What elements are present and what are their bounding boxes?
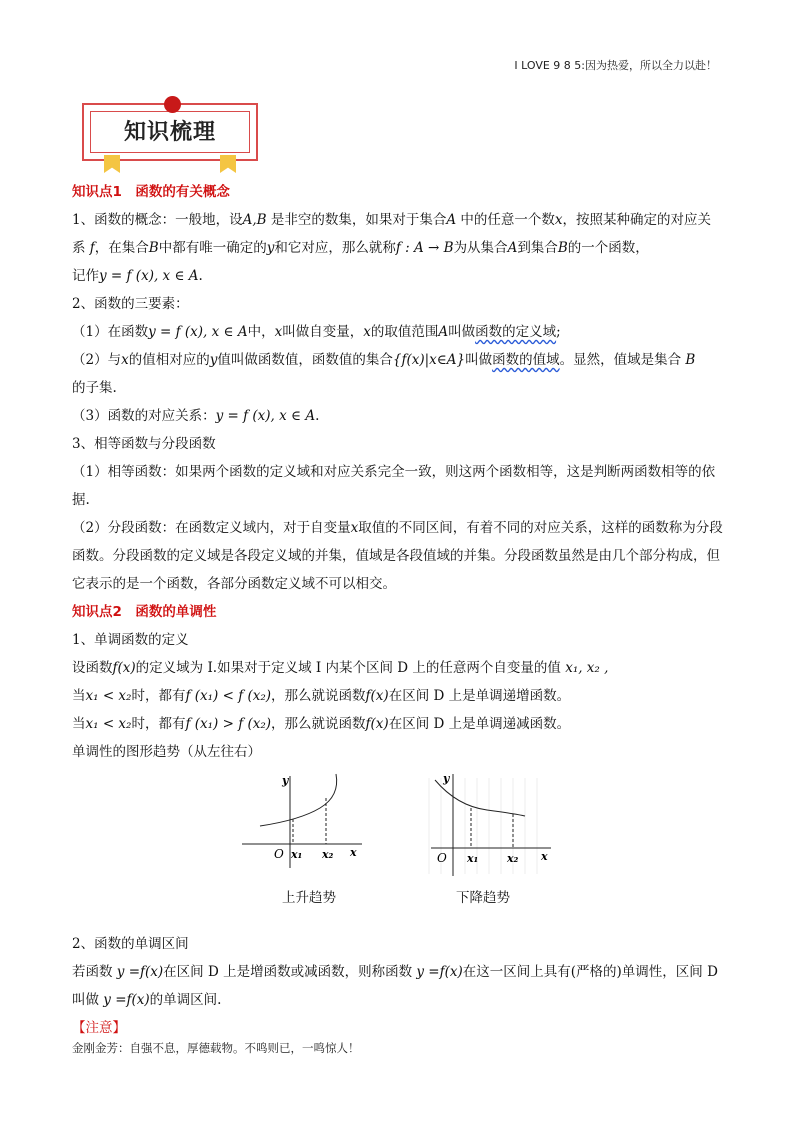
text: （1）在函数 bbox=[72, 324, 149, 340]
caption-decreasing: 下降趋势 bbox=[456, 890, 510, 906]
section-banner bbox=[82, 103, 258, 161]
text: （2）分段函数：在函数定义域内，对于自变量 bbox=[72, 520, 351, 536]
function-definition: 1、函数的概念：一般地，设A,B 是非空的数集，如果对于集合A 中的任意一个数x，按照某种确定的对应关系 f，在集合B中都有唯一确定的y和它对应，那么就称f : A → B为从集合A到集合B的一个函数， 记作y = f (x), x ∈ A. bbox=[72, 212, 712, 284]
math: y bbox=[266, 240, 275, 256]
text: 的取值范围 bbox=[370, 324, 439, 340]
text: 中的任意一个数 bbox=[460, 212, 555, 228]
trend-title: 单调性的图形趋势（从左往右） bbox=[72, 744, 261, 760]
ribbon-right-icon bbox=[220, 155, 236, 173]
math: B bbox=[685, 352, 696, 368]
math: f(x) bbox=[365, 688, 389, 704]
text: 的子集. bbox=[72, 380, 117, 396]
text: 是非空的数集，如果对于集合 bbox=[270, 212, 447, 228]
text: 时，都有 bbox=[131, 688, 186, 704]
y-label: y bbox=[443, 772, 450, 785]
text: 1、函数的概念：一般地，设 bbox=[72, 212, 243, 228]
increasing-curve bbox=[260, 774, 337, 826]
text: 设函数 bbox=[72, 660, 113, 676]
text: 当 bbox=[72, 688, 86, 704]
element-1: （1）在函数y = f (x), x ∈ A中，x叫做自变量，x的取值范围A叫做函数的定义域; bbox=[72, 324, 561, 340]
range-term: 函数的值域 bbox=[492, 352, 560, 368]
math: x bbox=[274, 324, 283, 340]
text: 的一个函数， bbox=[567, 240, 649, 256]
math: x bbox=[363, 324, 371, 340]
text: ，按照某种确定的对应关系 bbox=[72, 212, 712, 256]
equal-function-text: （1）相等函数：如果两个函数的定义域和对应关系完全一致，则这两个函数相等，这是判断两函数相等的依据. bbox=[72, 464, 716, 508]
note-label: 【注意】 bbox=[72, 1020, 126, 1036]
text: 和它对应，那么就称 bbox=[274, 240, 396, 256]
math: x₁, x₂ , bbox=[565, 660, 609, 676]
equal-piecewise-title: 3、相等函数与分段函数 bbox=[72, 436, 216, 452]
y-label: y bbox=[282, 774, 289, 787]
text: ，那么就说函数 bbox=[271, 716, 366, 732]
monotonic-interval-text bbox=[72, 958, 724, 1014]
domain-term: 函数的定义域 bbox=[475, 324, 557, 340]
text: 取值的不同区间，有着不同的对应关系，这样的函数称为分段函数。分段函数的定义域是各段定义域的并集，值域是各段值域的并集。分段函数虽然是由几个部分构成，但它表示的是一个函数，各部分函数定义域不可以相交。 bbox=[72, 520, 723, 592]
text: 时，都有 bbox=[131, 716, 186, 732]
math: A bbox=[446, 212, 457, 228]
element-2 bbox=[72, 346, 724, 402]
text: 为从集合 bbox=[453, 240, 508, 256]
origin-label: O bbox=[274, 847, 284, 861]
x-label: x bbox=[541, 850, 548, 863]
math: x bbox=[121, 352, 129, 368]
decreasing-condition bbox=[72, 710, 724, 738]
x1-label: x₁ bbox=[291, 848, 303, 861]
text: 值叫做函数值，函数值的集合 bbox=[217, 352, 393, 368]
text: （3）函数的对应关系： bbox=[72, 408, 216, 424]
text: 。显然，值域是集合 bbox=[559, 352, 682, 368]
math: y = f (x), x ∈ A bbox=[148, 324, 248, 340]
math: f(x) bbox=[112, 660, 136, 676]
math: f(x) bbox=[365, 716, 389, 732]
origin-label: O bbox=[437, 851, 447, 865]
x2-label: x₂ bbox=[507, 852, 519, 865]
math: A bbox=[507, 240, 518, 256]
math: x₁ < x₂ bbox=[85, 688, 132, 704]
element-3: （3）函数的对应关系：y = f (x), x ∈ A. bbox=[72, 408, 320, 424]
section-1-title: 知识点1 函数的有关概念 bbox=[72, 184, 230, 200]
text: 叫做 bbox=[465, 352, 493, 368]
text: 的值相对应的 bbox=[128, 352, 210, 368]
footer-motto: 金刚金芳：自强不息，厚德载物。不鸣则已，一鸣惊人！ bbox=[72, 1041, 360, 1055]
math: f bbox=[89, 240, 95, 256]
math: y = f (x), x ∈ A bbox=[99, 268, 199, 284]
header-motto: I LOVE 9 8 5:因为热爱，所以全力以赴！ bbox=[514, 59, 717, 72]
math: y =f(x) bbox=[116, 964, 164, 980]
text: ，在集合 bbox=[94, 240, 149, 256]
math: f (x₁) < f (x₂) bbox=[185, 688, 272, 704]
decreasing-graph bbox=[427, 770, 557, 880]
increasing-condition bbox=[72, 682, 724, 710]
math: f (x₁) > f (x₂) bbox=[185, 716, 272, 732]
text: 中都有唯一确定的 bbox=[158, 240, 267, 256]
math: y = f (x), x ∈ A bbox=[215, 408, 316, 424]
math: f : A → B bbox=[395, 240, 454, 256]
text: （2）与 bbox=[72, 352, 122, 368]
math: y =f(x) bbox=[103, 992, 150, 1008]
ribbon-left-icon bbox=[104, 155, 120, 173]
monotonic-interval-title: 2、函数的单调区间 bbox=[72, 936, 189, 952]
text: ，那么就说函数 bbox=[271, 688, 366, 704]
text: 若函数 bbox=[72, 964, 113, 980]
caption-increasing: 上升趋势 bbox=[282, 890, 336, 906]
math: y bbox=[209, 352, 218, 368]
text: 在这一区间上具有(严格的)单调性，区间 D 叫做 bbox=[72, 964, 718, 1008]
math: A,B bbox=[242, 212, 267, 228]
text: 当 bbox=[72, 716, 86, 732]
x1-label: x₁ bbox=[467, 852, 479, 865]
piecewise-function-text bbox=[72, 514, 724, 598]
text: 记作 bbox=[72, 268, 99, 284]
text: 中， bbox=[247, 324, 275, 340]
text: 到集合 bbox=[517, 240, 558, 256]
text: 的定义域为 I.如果对于定义域 I 内某个区间 D 上的任意两个自变量的值 bbox=[135, 660, 561, 676]
three-elements-title: 2、函数的三要素： bbox=[72, 296, 189, 312]
text: 在区间 D 上是单调递增函数。 bbox=[388, 688, 571, 704]
math: B bbox=[148, 240, 159, 256]
text: 的单调区间. bbox=[149, 992, 222, 1008]
increasing-graph bbox=[238, 770, 368, 870]
x2-label: x₂ bbox=[322, 848, 334, 861]
trend-figures bbox=[72, 770, 724, 930]
banner-title: 知识梳理 bbox=[123, 120, 216, 145]
banner-dot-icon bbox=[164, 96, 181, 113]
section-2-title: 知识点2 函数的单调性 bbox=[72, 604, 217, 620]
text: 叫做自变量， bbox=[282, 324, 364, 340]
math: {f(x)|x∈A} bbox=[392, 352, 466, 368]
monotonic-definition bbox=[72, 654, 724, 682]
text: 叫做 bbox=[448, 324, 476, 340]
document-body bbox=[72, 178, 724, 1042]
math: x bbox=[350, 520, 359, 536]
math: B bbox=[557, 240, 568, 256]
math: x₁ < x₂ bbox=[85, 716, 132, 732]
math: y =f(x) bbox=[416, 964, 463, 980]
text: 在区间 D 上是单调递减函数。 bbox=[388, 716, 571, 732]
x-label: x bbox=[350, 846, 357, 859]
math: A bbox=[438, 324, 449, 340]
monotonic-definition-title: 1、单调函数的定义 bbox=[72, 632, 189, 648]
decreasing-curve bbox=[435, 780, 525, 816]
math: x bbox=[554, 212, 563, 228]
text: 在区间 D 上是增函数或减函数，则称函数 bbox=[163, 964, 413, 980]
